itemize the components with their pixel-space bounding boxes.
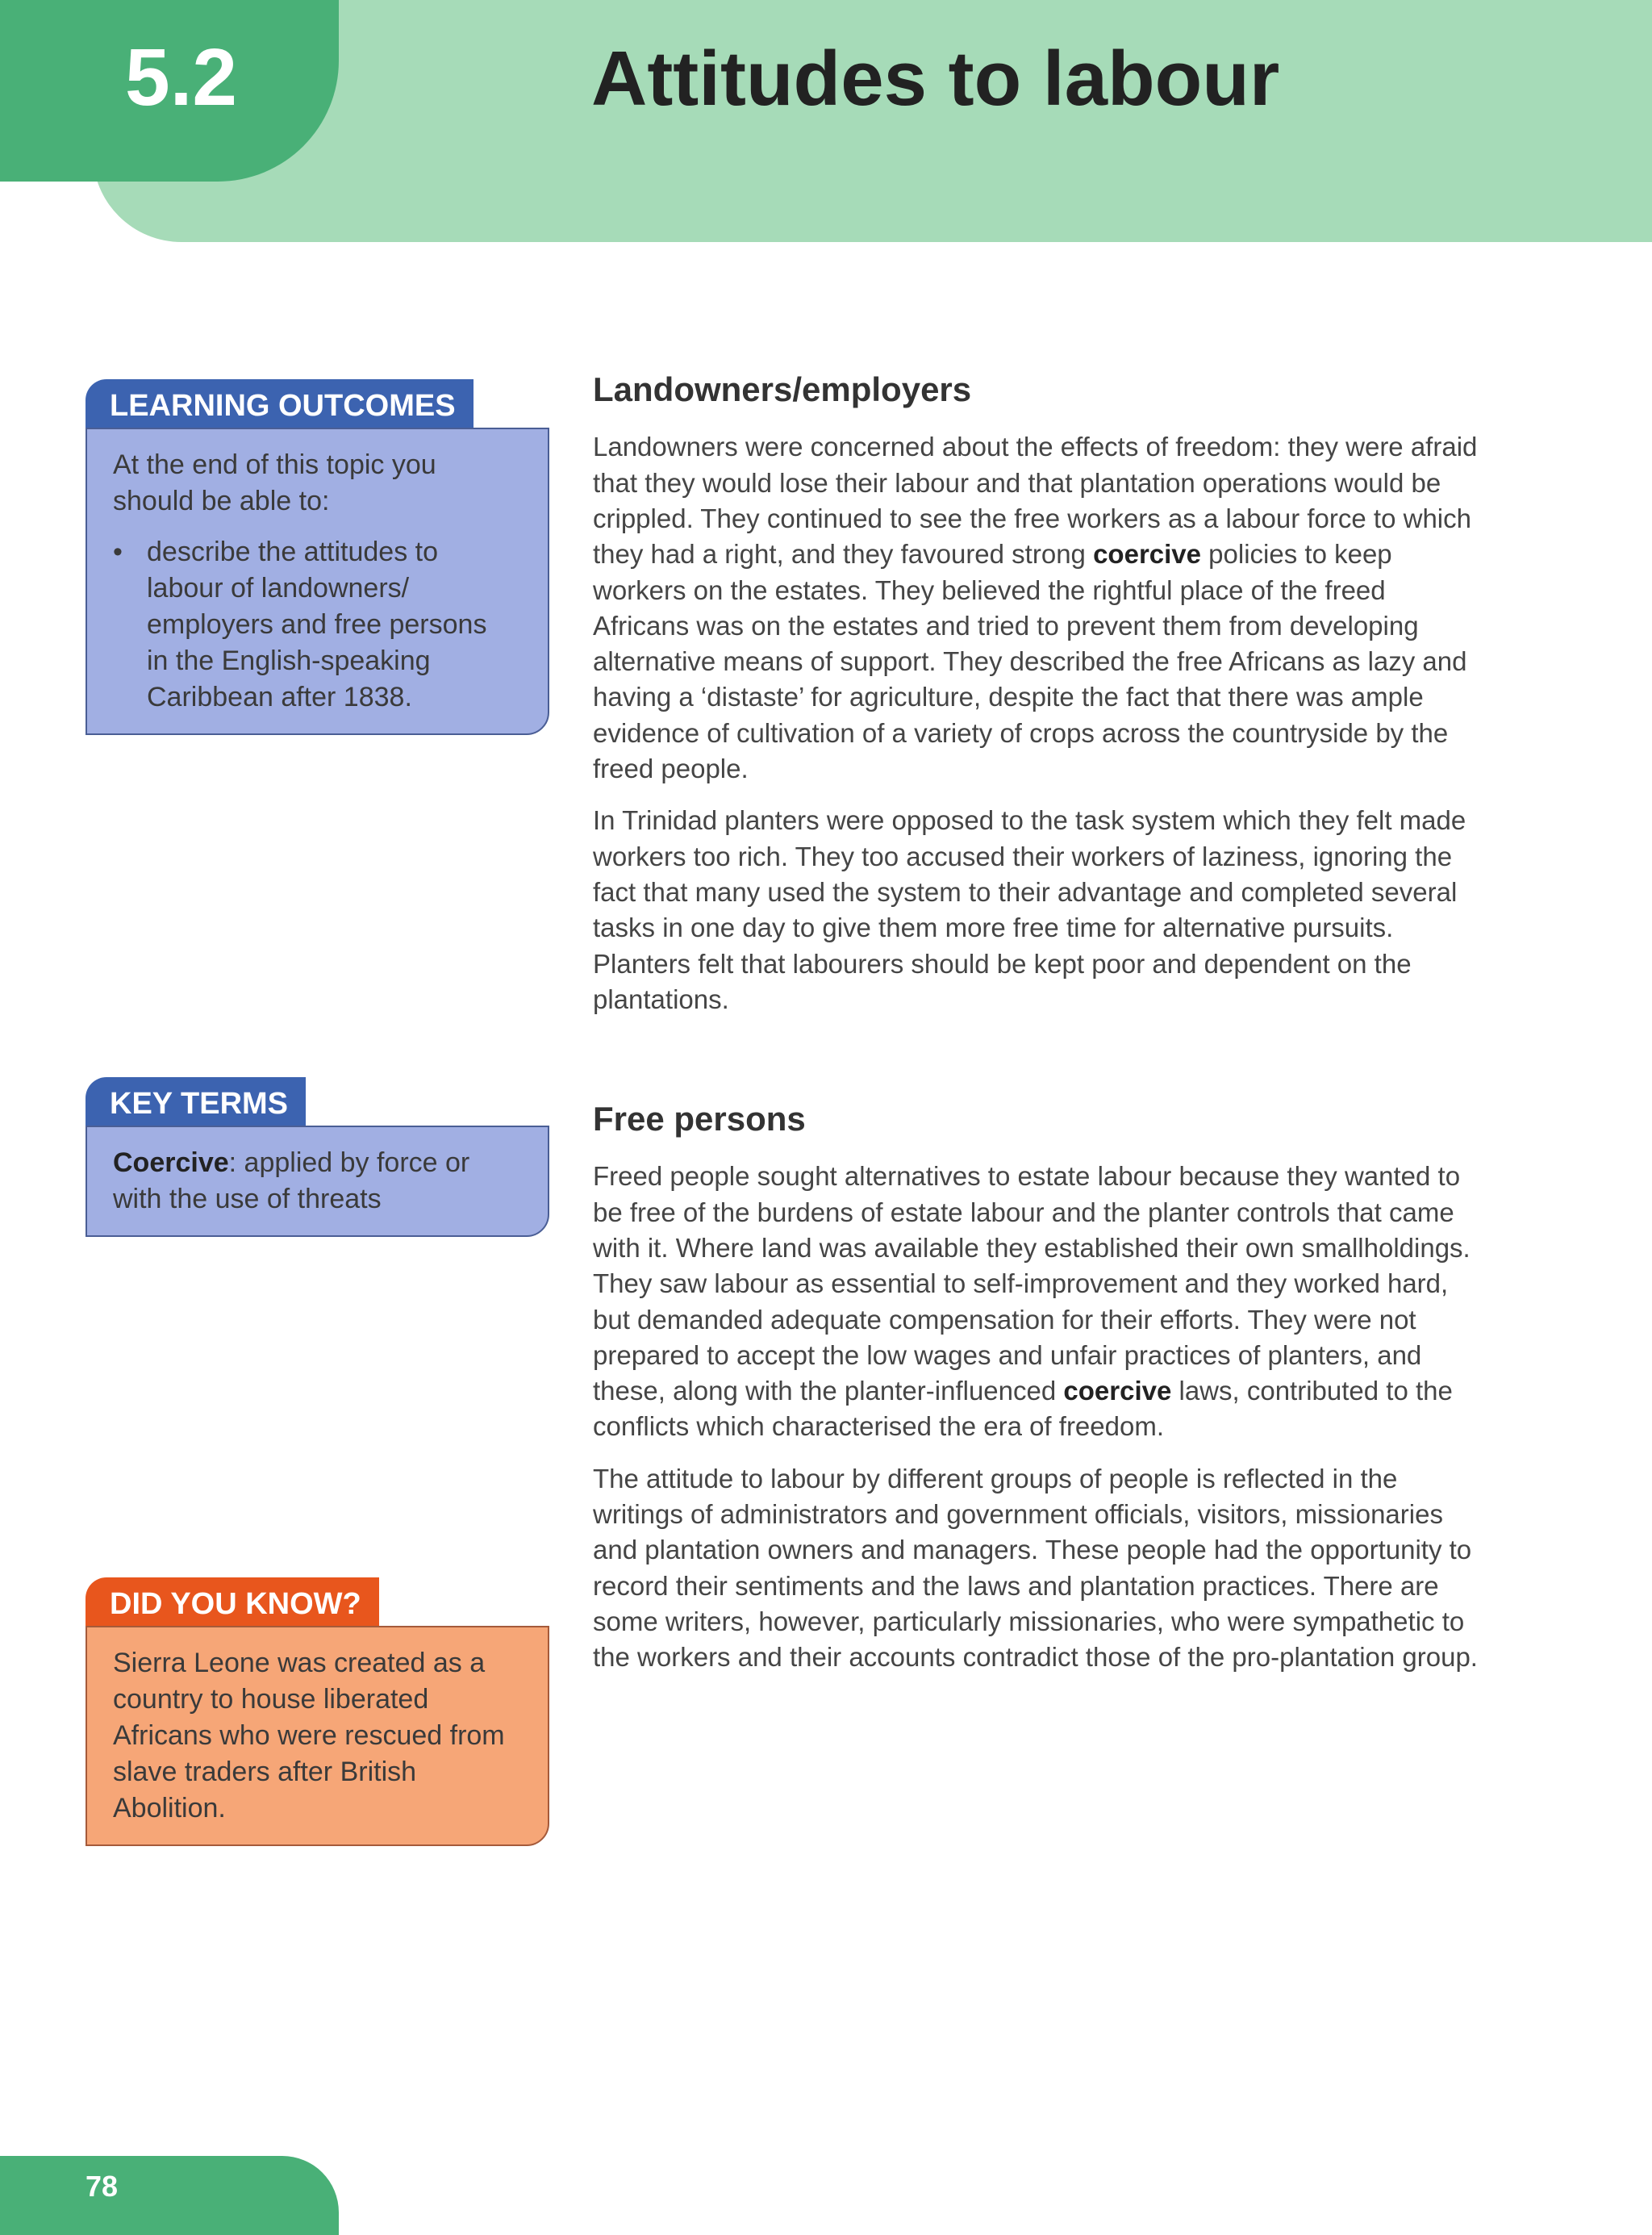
did-you-know-body bbox=[86, 1626, 549, 1846]
landowners-p1-text-end: policies to keep workers on the estates. They believed the rightful place of the freed Africans was on the estates and tried to prevent them from developing alternative means of support. They described the free Africans as lazy and having a ‘distaste’ for agriculture, despite the fact that there was ample evidence of cultivation of a variety of crops across the countryside by the freed people. bbox=[593, 539, 1467, 784]
page-number: 78 bbox=[86, 2170, 119, 2203]
landowners-section bbox=[593, 370, 1480, 1017]
section-number-tab bbox=[0, 0, 339, 182]
learning-outcomes-body bbox=[86, 428, 549, 735]
free-persons-paragraph-1 bbox=[593, 1159, 1480, 1444]
landowners-paragraph-1 bbox=[593, 429, 1480, 787]
learning-outcomes-list bbox=[113, 534, 515, 716]
key-term-name: Coercive bbox=[113, 1147, 229, 1178]
key-terms-box bbox=[86, 1077, 549, 1237]
free-persons-heading: Free persons bbox=[593, 1100, 806, 1138]
key-term-definition: : applied by force or with the use of threats bbox=[113, 1147, 470, 1214]
key-terms-body bbox=[86, 1126, 549, 1237]
page-title: Attitudes to labour bbox=[591, 36, 1280, 122]
free-persons-section bbox=[593, 1099, 1480, 1676]
free-persons-p1-text-end: laws, contributed to the conflicts which characterised the era of freedom. bbox=[593, 1376, 1453, 1442]
section-number: 5.2 bbox=[125, 32, 238, 123]
did-you-know-text: Sierra Leone was created as a country to house liberated Africans who were rescued from slave traders after British Abolition. bbox=[113, 1648, 505, 1824]
did-you-know-label: DID YOU KNOW? bbox=[86, 1577, 379, 1626]
key-term-entry bbox=[113, 1145, 515, 1218]
coercive-term: coercive bbox=[1093, 539, 1202, 570]
free-persons-paragraph-2: The attitude to labour by different groups of people is reflected in the writings of administrators and government officials, visitors, missionaries and plantation owners and managers. These people had the opportunity to record their sentiments and the laws and plantation practices. There are some writers, however, particularly missionaries, who were sympathetic to the workers and their accounts contradict those of the pro-plantation group. bbox=[593, 1463, 1478, 1673]
free-persons-p1-text-start: Freed people sought alternatives to estate labour because they wanted to be free of the burdens of estate labour and the planter controls that came with it. Where land was available they established their own smallholdings. They saw labour as essential to self-improvement and they worked hard, but demanded adequate compensation for their efforts. They were not prepared to accept the low wages and unfair practices of planters, and these, along with the planter-influenced bbox=[593, 1161, 1471, 1406]
landowners-p1-text-start: Landowners were concerned about the effects of freedom: they were afraid that they would lose their labour and that plantation operations would be crippled. They continued to see the free workers as a labour force to which they had a right, and they favoured strong bbox=[593, 432, 1478, 570]
landowners-heading: Landowners/employers bbox=[593, 370, 972, 408]
coercive-term: coercive bbox=[1063, 1376, 1172, 1406]
learning-outcome-item: • describe the attitudes to labour of landowners/ employers and free persons in the English-speaking Caribbean after 1838. bbox=[113, 534, 515, 716]
learning-outcomes-intro: At the end of this topic you should be able to: bbox=[113, 449, 436, 516]
learning-outcomes-box bbox=[86, 379, 549, 735]
learning-outcomes-label: LEARNING OUTCOMES bbox=[86, 379, 473, 428]
page-footer-tab bbox=[0, 2156, 339, 2235]
did-you-know-box bbox=[86, 1577, 549, 1846]
landowners-paragraph-2: In Trinidad planters were opposed to the task system which they felt made workers too rich. They too accused their workers of laziness, ignoring the fact that many used the system to their advantage and completed several tasks in one day to give them more free time for alternative pursuits. Planters felt that labourers should be kept poor and dependent on the plantations. bbox=[593, 805, 1466, 1014]
key-terms-label: KEY TERMS bbox=[86, 1077, 306, 1126]
